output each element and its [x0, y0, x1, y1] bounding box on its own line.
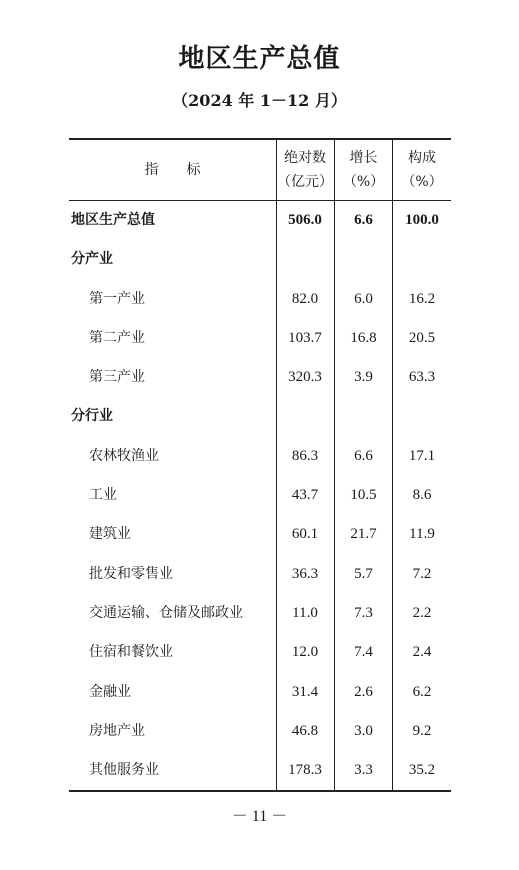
row-growth-value — [335, 397, 392, 436]
row-absolute-value: 12.0 — [291, 644, 319, 661]
table-row — [69, 673, 451, 712]
row-growth-value: 21.7 — [350, 526, 377, 543]
row-share-value: 8.6 — [412, 487, 432, 504]
row-indicator-name: 分行业 — [71, 408, 113, 425]
table-header — [69, 140, 451, 201]
row-growth-value: 3.9 — [354, 369, 373, 386]
row-growth-value: 10.5 — [350, 487, 377, 504]
row-growth-value: 7.4 — [354, 644, 373, 661]
row-growth-value: 6.6 — [354, 447, 373, 464]
table-row — [69, 515, 451, 554]
table-row — [69, 319, 451, 358]
row-absolute-value: 320.3 — [288, 369, 322, 386]
row-growth-value: 16.8 — [350, 329, 377, 346]
header-growth-label: 增长 — [349, 150, 378, 166]
header-growth — [335, 140, 392, 200]
row-growth-value: 7.3 — [354, 604, 373, 621]
row-absolute-value — [276, 397, 334, 436]
page-number: － 11 － — [231, 808, 288, 825]
row-growth-value: 6.6 — [354, 212, 373, 228]
page-title: 地区生产总值 — [178, 44, 341, 74]
header-absolute — [276, 140, 334, 200]
table-row — [69, 555, 451, 594]
row-absolute-value: 46.8 — [291, 722, 319, 739]
row-share-value: 100.0 — [405, 212, 439, 228]
header-share-label: 构成 — [408, 150, 436, 166]
header-growth-unit: （%） — [342, 174, 385, 190]
row-share-value — [393, 240, 451, 279]
row-indicator-name: 其他服务业 — [89, 762, 159, 779]
page-subtitle: （2024 年 1－12 月） — [172, 91, 347, 110]
row-indicator-name: 第一产业 — [89, 290, 145, 307]
row-share-value: 35.2 — [408, 762, 436, 779]
row-indicator-name: 工业 — [89, 487, 117, 504]
header-absolute-unit: （亿元） — [277, 174, 333, 190]
row-absolute-value: 31.4 — [291, 683, 319, 700]
table-row — [69, 201, 451, 240]
row-indicator-name: 第三产业 — [89, 369, 145, 386]
table-row — [69, 751, 451, 790]
table-row — [69, 397, 451, 436]
row-indicator-name: 批发和零售业 — [89, 565, 173, 582]
row-share-value: 63.3 — [408, 369, 436, 386]
table-row — [69, 358, 451, 397]
row-indicator-name: 交通运输、仓储及邮政业 — [89, 604, 243, 621]
row-absolute-value: 60.1 — [291, 526, 319, 543]
row-share-value: 2.4 — [412, 644, 432, 661]
row-indicator-name: 地区生产总值 — [71, 212, 155, 228]
row-absolute-value: 86.3 — [291, 447, 319, 464]
header-indicator-label: 指标 — [144, 162, 229, 178]
row-absolute-value: 43.7 — [291, 487, 319, 504]
row-share-value: 6.2 — [412, 683, 432, 700]
table-row — [69, 712, 451, 751]
row-absolute-value: 36.3 — [291, 565, 319, 582]
row-indicator-name: 房地产业 — [89, 722, 145, 739]
gdp-table — [69, 138, 451, 792]
row-share-value — [393, 397, 451, 436]
table-row — [69, 437, 451, 476]
row-share-value: 2.2 — [412, 604, 432, 621]
row-share-value: 17.1 — [408, 447, 436, 464]
row-absolute-value: 178.3 — [288, 762, 322, 779]
table-row — [69, 594, 451, 633]
row-share-value: 9.2 — [412, 722, 432, 739]
row-growth-value: 3.3 — [354, 762, 373, 779]
row-indicator-name: 农林牧渔业 — [89, 447, 159, 464]
row-growth-value: 6.0 — [354, 290, 373, 307]
row-growth-value: 5.7 — [354, 565, 373, 582]
row-absolute-value — [276, 240, 334, 279]
table-row — [69, 633, 451, 672]
row-share-value: 20.5 — [408, 329, 436, 346]
header-share — [393, 140, 451, 200]
row-indicator-name: 第二产业 — [89, 329, 145, 346]
table-row — [69, 280, 451, 319]
header-absolute-label: 绝对数 — [284, 150, 326, 166]
row-absolute-value: 506.0 — [288, 212, 322, 228]
row-absolute-value: 11.0 — [292, 604, 318, 621]
table-body — [69, 201, 451, 790]
header-indicator — [69, 140, 276, 200]
table-row — [69, 240, 451, 279]
table-row — [69, 476, 451, 515]
row-indicator-name: 分产业 — [71, 251, 113, 268]
row-growth-value: 2.6 — [354, 683, 373, 700]
row-absolute-value: 82.0 — [291, 290, 319, 307]
row-share-value: 11.9 — [409, 526, 435, 543]
row-share-value: 7.2 — [412, 565, 432, 582]
row-share-value: 16.2 — [408, 290, 436, 307]
header-share-unit: （%） — [401, 174, 443, 190]
row-absolute-value: 103.7 — [288, 329, 322, 346]
row-growth-value: 3.0 — [354, 722, 373, 739]
row-indicator-name: 住宿和餐饮业 — [89, 644, 173, 661]
row-indicator-name: 建筑业 — [89, 526, 131, 543]
row-indicator-name: 金融业 — [89, 683, 131, 700]
row-growth-value — [335, 240, 392, 279]
